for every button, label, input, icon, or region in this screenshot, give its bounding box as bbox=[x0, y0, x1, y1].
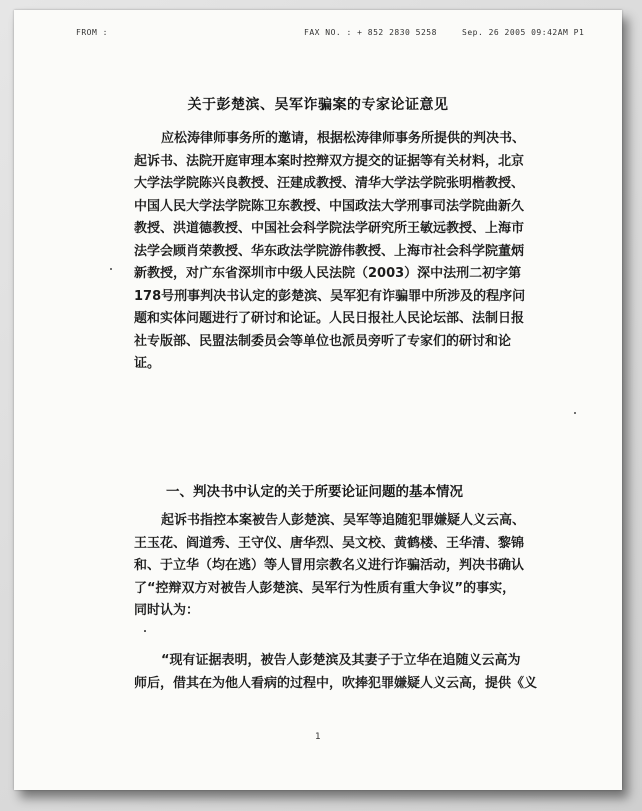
text-line: 新教授，对广东省深圳市中级人民法院（2003）深中法刑二初字第 bbox=[134, 266, 522, 281]
text-line: 应松涛律师事务所的邀请，根据松涛律师事务所提供的判决书、 bbox=[161, 131, 526, 146]
text-line: 题和实体问题进行了研讨和论证。人民日报社人民论坛部、法制日报 bbox=[134, 311, 525, 326]
fax-header bbox=[14, 28, 622, 42]
text-line: 师后，借其在为他人看病的过程中，吹捧犯罪嫌疑人义云高，提供《义 bbox=[134, 675, 538, 691]
text-line: 起诉书、法院开庭审理本案时控辩双方提交的证据等有关材料，北京 bbox=[134, 153, 525, 169]
document-title: 关于彭楚滨、吴军诈骗案的专家论证意见 bbox=[187, 97, 449, 113]
quote-paragraph bbox=[134, 650, 554, 695]
intro-paragraph bbox=[134, 128, 554, 376]
text-line: 大学法学院陈兴良教授、汪建成教授、清华大学法学院张明楷教授、 bbox=[134, 176, 525, 191]
page-number: 1 bbox=[315, 732, 321, 742]
text-line: 法学会顾肖荣教授、华东政法学院游伟教授、上海市社会科学院董炳 bbox=[134, 243, 525, 259]
text-line: 社专版部、民盟法制委员会等单位也派员旁听了专家们的研讨和论 bbox=[134, 333, 512, 349]
scan-speck bbox=[144, 630, 146, 632]
fax-from: FROM : bbox=[76, 28, 108, 37]
text-line: 王玉花、阎道秀、王守仪、唐华烈、吴文校、黄鹤楼、王华清、黎锦 bbox=[134, 535, 525, 551]
fax-date: Sep. 26 2005 09:42AM P1 bbox=[462, 28, 585, 37]
text-line: 证。 bbox=[134, 356, 161, 371]
text-line: 同时认为： bbox=[134, 603, 200, 618]
text-line: 178号刑事判决书认定的彭楚滨、吴军犯有诈骗罪中所涉及的程序问 bbox=[134, 288, 526, 304]
section-heading: 一、判决书中认定的关于所要论证问题的基本情况 bbox=[166, 484, 463, 500]
section-paragraph bbox=[134, 510, 554, 623]
text-line: 起诉书指控本案被告人彭楚滨、吴军等追随犯罪嫌疑人义云高、 bbox=[161, 513, 526, 528]
fax-page bbox=[14, 10, 622, 790]
text-line: 和、于立华（均在逃）等人冒用宗教名义进行诈骗活动，判决书确认 bbox=[134, 558, 525, 573]
text-line: “现有证据表明，被告人彭楚滨及其妻子于立华在追随义云高为 bbox=[161, 653, 521, 668]
text-line: 中国人民大学法学院陈卫东教授、中国政法大学刑事司法学院曲新久 bbox=[134, 198, 525, 214]
scan-speck bbox=[110, 268, 112, 270]
text-line: 教授、洪道德教授、中国社会科学院法学研究所王敏远教授、上海市 bbox=[134, 221, 525, 236]
fax-number: FAX NO. : + 852 2830 5258 bbox=[304, 28, 437, 37]
text-line: 了“控辩双方对被告人彭楚滨、吴军行为性质有重大争议”的事实， bbox=[134, 580, 516, 596]
scan-speck bbox=[574, 412, 576, 414]
